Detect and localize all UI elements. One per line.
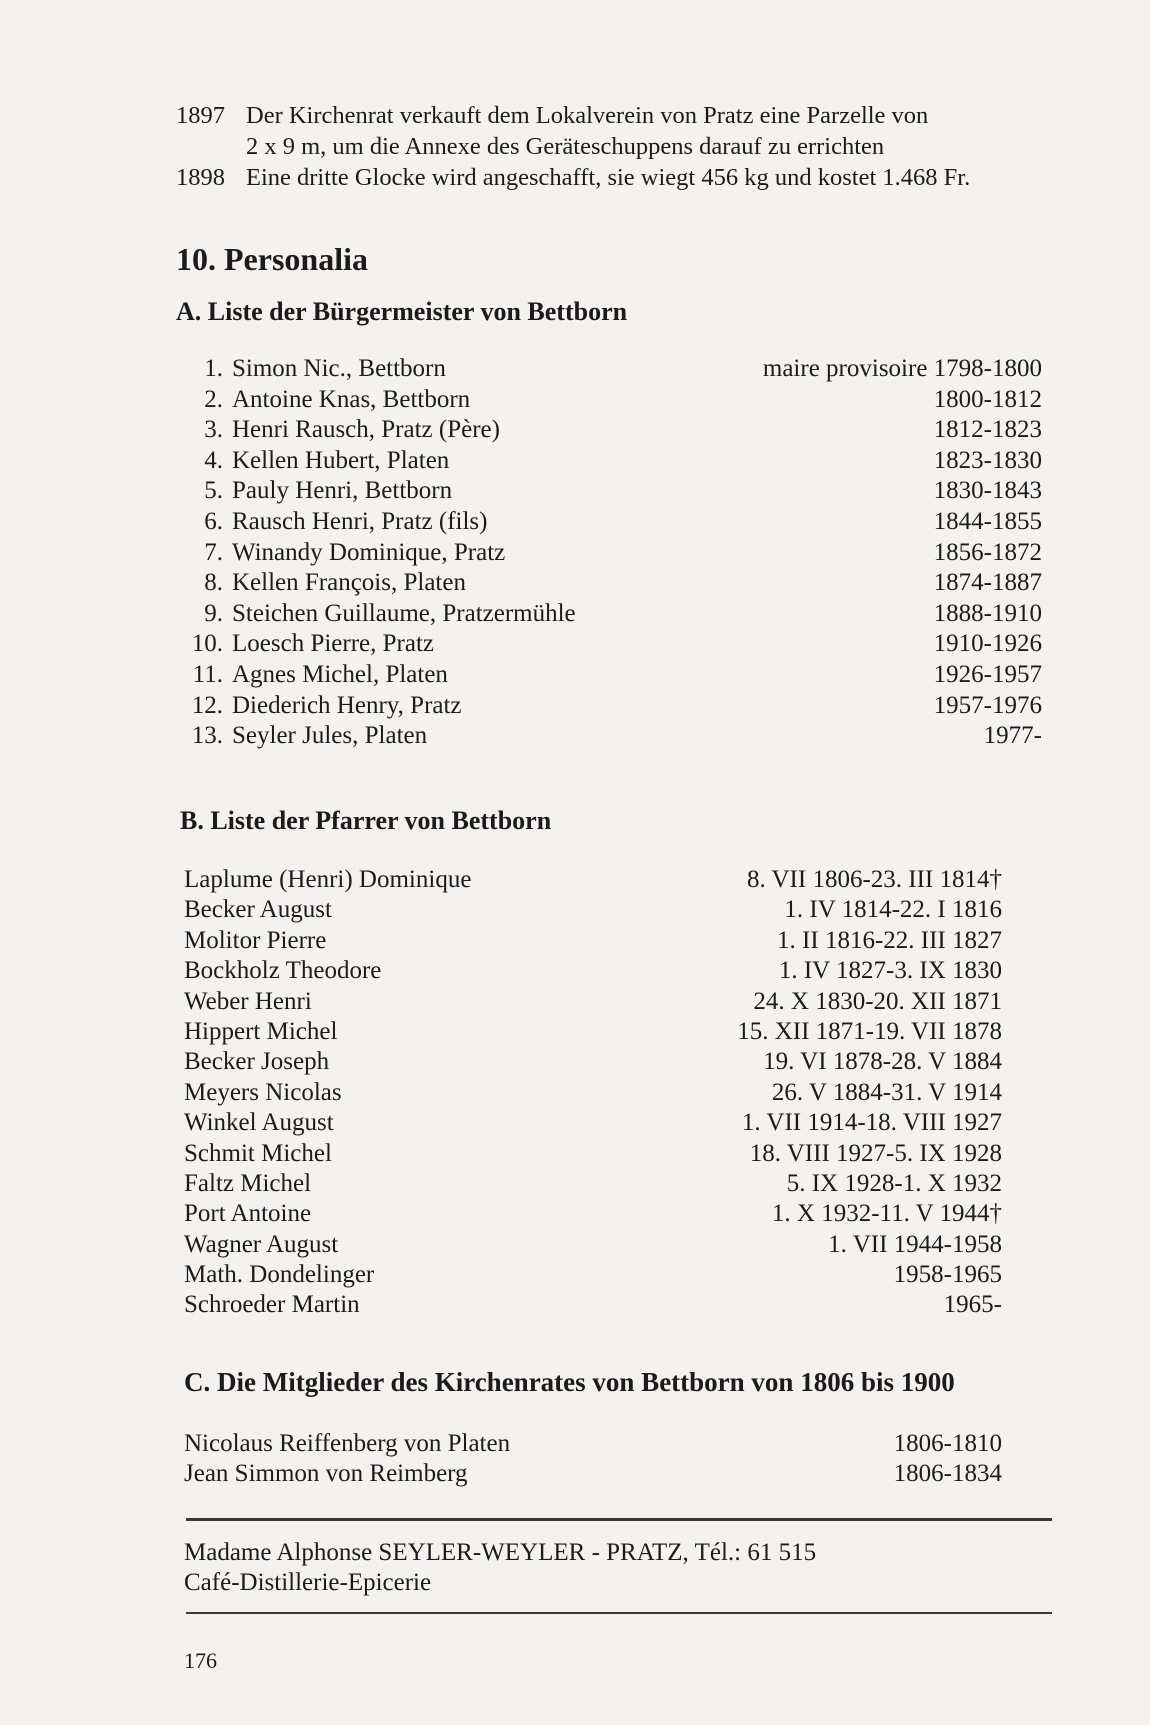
mayor-row xyxy=(176,538,1042,569)
priest-row xyxy=(184,1230,1002,1260)
priest-term: 1. IV 1827-3. IX 1830 xyxy=(778,957,1002,985)
priest-name: Becker August xyxy=(184,896,332,924)
mayor-row xyxy=(176,660,1042,691)
chronicle-entry xyxy=(176,100,1046,131)
council-member-name: Nicolaus Reiffenberg von Platen xyxy=(184,1430,511,1457)
divider xyxy=(186,1612,1052,1614)
mayor-name: Pauly Henri, Bettborn xyxy=(232,477,453,505)
priest-row xyxy=(184,1290,1002,1320)
priest-row xyxy=(184,1108,1002,1138)
chronicle-text-continued: 2 x 9 m, um die Annexe des Geräteschuppens darauf zu errichten xyxy=(246,133,885,160)
mayor-name: Antoine Knas, Bettborn xyxy=(232,385,471,413)
priest-row xyxy=(184,865,1002,895)
mayor-row xyxy=(176,691,1042,722)
priest-term: 1. II 1816-22. III 1827 xyxy=(777,926,1002,954)
priest-term: 24. X 1830-20. XII 1871 xyxy=(753,987,1002,1015)
advertisement xyxy=(184,1538,816,1598)
council-heading: C. Die Mitglieder des Kirchenrates von Bettborn von 1806 bis 1900 xyxy=(184,1367,955,1397)
priest-row xyxy=(184,1199,1002,1229)
priest-name: Bockholz Theodore xyxy=(184,957,382,985)
priest-row xyxy=(184,1017,1002,1047)
mayor-number: 2. xyxy=(204,385,223,413)
mayor-term: 1874-1887 xyxy=(933,569,1042,597)
mayors-heading: A. Liste der Bürgermeister von Bettborn xyxy=(176,297,628,326)
mayor-term: 1856-1872 xyxy=(933,538,1042,566)
mayor-term: 1823-1830 xyxy=(933,446,1042,474)
mayor-name: Kellen Hubert, Platen xyxy=(232,446,450,474)
council-member-term: 1806-1834 xyxy=(893,1460,1002,1487)
priest-name: Winkel August xyxy=(184,1109,334,1137)
mayor-row xyxy=(176,446,1042,477)
priest-term: 5. IX 1928-1. X 1932 xyxy=(786,1169,1002,1197)
priest-row xyxy=(184,1047,1002,1077)
mayor-row xyxy=(176,629,1042,660)
mayor-number: 5. xyxy=(204,477,223,505)
section-title: 10. Personalia xyxy=(176,241,368,277)
mayor-term: 1977- xyxy=(983,722,1042,750)
mayor-row xyxy=(176,599,1042,630)
priest-name: Becker Joseph xyxy=(184,1048,330,1076)
priest-term: 19. VI 1878-28. V 1884 xyxy=(763,1048,1002,1076)
priest-row xyxy=(184,987,1002,1017)
mayor-number: 10. xyxy=(191,630,223,658)
mayor-name: Henri Rausch, Pratz (Père) xyxy=(232,416,500,444)
priest-row xyxy=(184,895,1002,925)
mayor-number: 7. xyxy=(204,538,223,566)
priest-term: 1. VII 1914-18. VIII 1927 xyxy=(741,1109,1002,1137)
mayor-name: Seyler Jules, Platen xyxy=(232,722,428,750)
council-member-name: Jean Simmon von Reimberg xyxy=(184,1460,468,1487)
priest-row xyxy=(184,1169,1002,1199)
priest-name: Meyers Nicolas xyxy=(184,1078,342,1106)
mayor-term: 1830-1843 xyxy=(933,477,1042,505)
mayor-number: 11. xyxy=(192,660,223,688)
mayor-number: 13. xyxy=(191,722,223,750)
priest-row xyxy=(184,926,1002,956)
mayor-term: 1957-1976 xyxy=(933,691,1042,719)
council-member-term: 1806-1810 xyxy=(893,1430,1002,1457)
priest-term: 1965- xyxy=(943,1291,1002,1319)
mayor-name: Agnes Michel, Platen xyxy=(232,660,448,688)
priest-term: 18. VIII 1927-5. IX 1928 xyxy=(749,1139,1002,1167)
mayor-number: 1. xyxy=(204,355,223,382)
mayor-number: 8. xyxy=(204,569,223,597)
advertisement-line: Café-Distillerie-Epicerie xyxy=(184,1569,432,1596)
priest-term: 1. VII 1944-1958 xyxy=(828,1230,1002,1258)
council-member-row xyxy=(184,1459,1002,1489)
mayor-name: Kellen François, Platen xyxy=(232,569,466,597)
priest-term: 8. VII 1806-23. III 1814† xyxy=(746,866,1002,893)
chronicle-text: Eine dritte Glocke wird angeschafft, sie wiegt 456 kg und kostet 1.468 Fr. xyxy=(246,164,971,191)
chronicle-entries xyxy=(176,100,1046,193)
priest-term: 1958-1965 xyxy=(893,1261,1002,1289)
mayor-number: 9. xyxy=(204,599,223,627)
mayor-term: 1812-1823 xyxy=(933,416,1042,444)
priest-name: Hippert Michel xyxy=(184,1017,338,1045)
mayor-name: Rausch Henri, Pratz (fils) xyxy=(232,507,488,535)
mayor-name: Simon Nic., Bettborn xyxy=(232,355,446,382)
priest-row xyxy=(184,1078,1002,1108)
chronicle-year: 1897 xyxy=(176,102,225,129)
mayor-row xyxy=(176,385,1042,416)
chronicle-entry xyxy=(176,162,1046,193)
priests-heading: B. Liste der Pfarrer von Bettborn xyxy=(180,806,552,835)
page-number: 176 xyxy=(184,1648,217,1673)
mayors-list xyxy=(176,354,1042,752)
divider xyxy=(186,1518,1052,1521)
mayor-row xyxy=(176,568,1042,599)
mayor-number: 6. xyxy=(204,507,223,535)
mayor-term: 1888-1910 xyxy=(933,599,1042,627)
mayor-row xyxy=(176,476,1042,507)
mayor-term: 1800-1812 xyxy=(933,385,1042,413)
chronicle-text: Der Kirchenrat verkauft dem Lokalverein von Pratz eine Parzelle von xyxy=(246,102,929,129)
mayor-row xyxy=(176,415,1042,446)
advertisement-line: Madame Alphonse SEYLER-WEYLER - PRATZ, Tél.: 61 515 xyxy=(184,1539,817,1566)
mayor-row xyxy=(176,507,1042,538)
mayor-term: 1844-1855 xyxy=(933,507,1042,535)
council-member-row xyxy=(184,1429,1002,1459)
priests-list xyxy=(184,865,1002,1321)
mayor-number: 12. xyxy=(191,691,223,719)
priest-name: Schroeder Martin xyxy=(184,1291,360,1319)
priest-term: 26. V 1884-31. V 1914 xyxy=(771,1078,1002,1106)
priest-row xyxy=(184,956,1002,986)
mayor-row xyxy=(176,721,1042,752)
priest-name: Wagner August xyxy=(184,1230,339,1258)
chronicle-year: 1898 xyxy=(176,164,225,191)
priest-name: Math. Dondelinger xyxy=(184,1261,375,1289)
priest-row xyxy=(184,1260,1002,1290)
priest-term: 1. X 1932-11. V 1944† xyxy=(771,1200,1002,1228)
priest-name: Weber Henri xyxy=(184,987,312,1015)
mayor-row xyxy=(176,354,1042,385)
mayor-name: Winandy Dominique, Pratz xyxy=(232,538,506,566)
mayor-name: Diederich Henry, Pratz xyxy=(232,691,462,719)
priest-term: 1. IV 1814-22. I 1816 xyxy=(784,896,1002,924)
council-list xyxy=(184,1429,1002,1489)
mayor-number: 3. xyxy=(204,416,223,444)
priest-name: Molitor Pierre xyxy=(184,926,327,954)
priest-name: Laplume (Henri) Dominique xyxy=(184,866,472,893)
priest-name: Port Antoine xyxy=(184,1200,312,1228)
mayor-term: maire provisoire 1798-1800 xyxy=(762,355,1042,382)
priest-name: Faltz Michel xyxy=(184,1169,312,1197)
priest-row xyxy=(184,1139,1002,1169)
priest-name: Schmit Michel xyxy=(184,1139,332,1167)
mayor-number: 4. xyxy=(204,446,223,474)
mayor-name: Steichen Guillaume, Pratzermühle xyxy=(232,599,576,627)
mayor-term: 1926-1957 xyxy=(933,660,1042,688)
mayor-name: Loesch Pierre, Pratz xyxy=(232,630,435,658)
mayor-term: 1910-1926 xyxy=(933,630,1042,658)
priest-term: 15. XII 1871-19. VII 1878 xyxy=(737,1017,1002,1045)
